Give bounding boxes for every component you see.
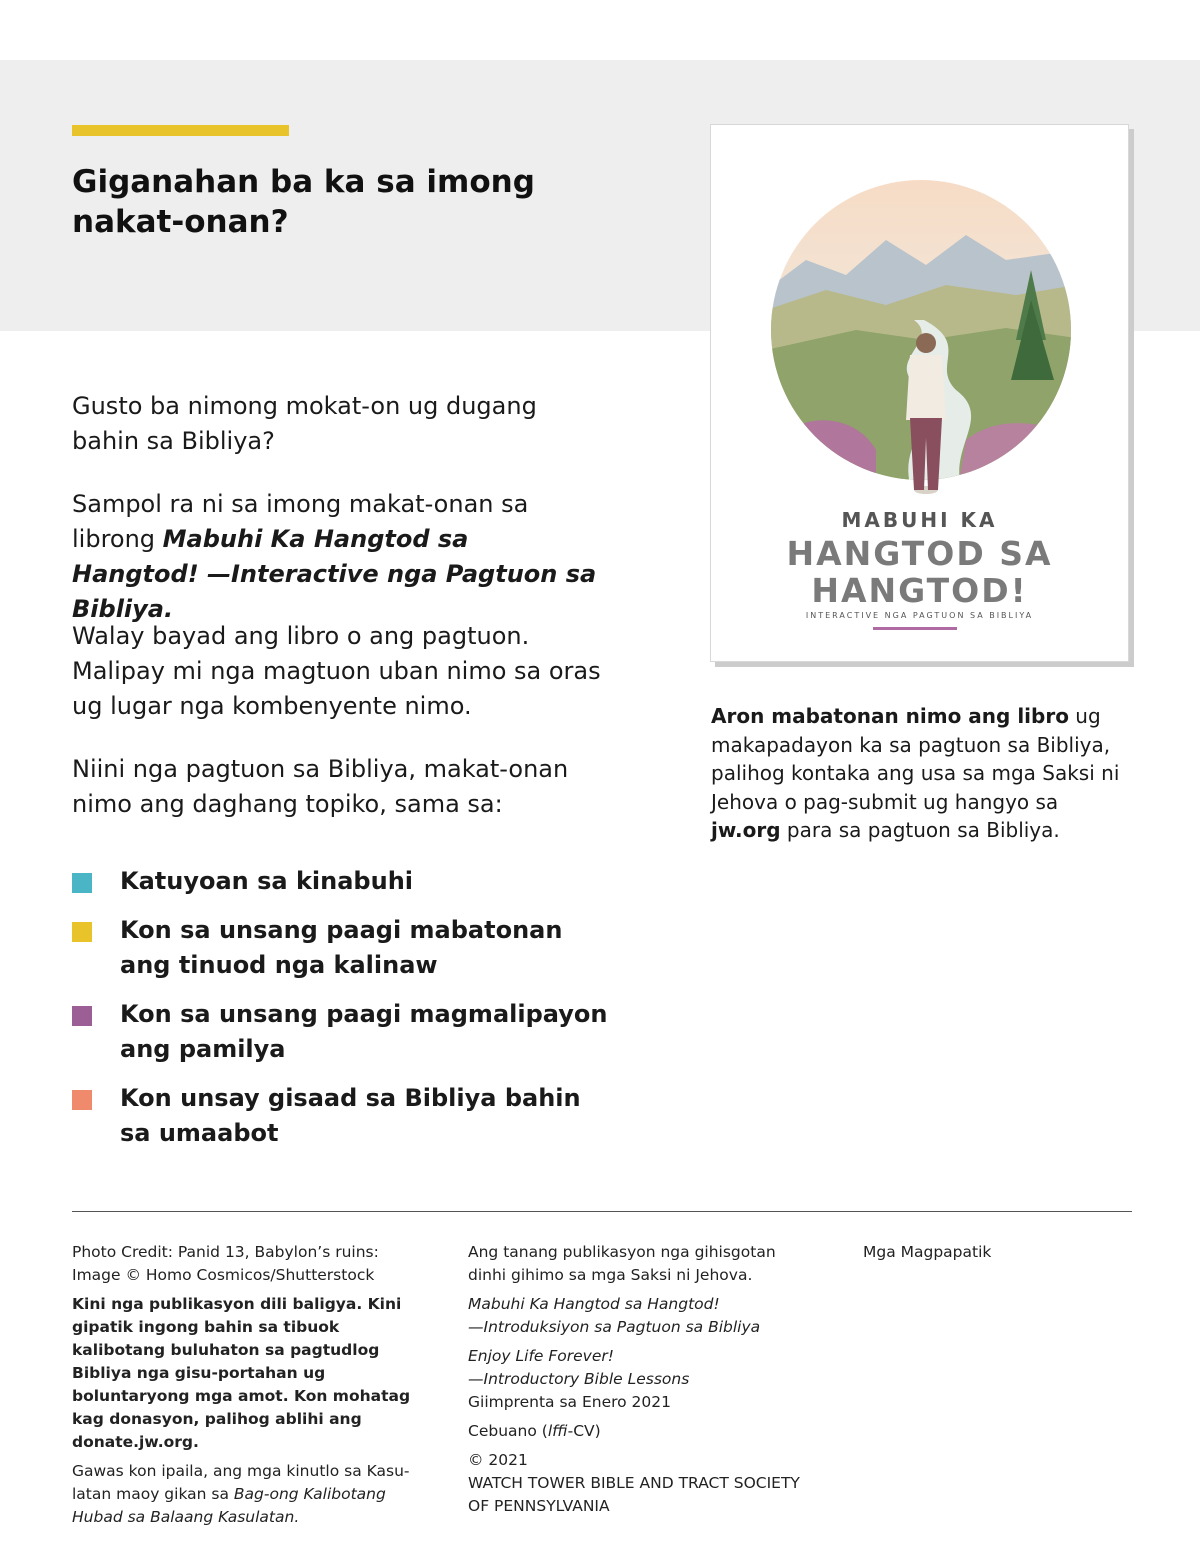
jw-org-link[interactable]: jw.org: [711, 818, 781, 842]
book-cover: [710, 124, 1129, 662]
footer-column-3: [863, 1241, 1123, 1270]
photo-credit: Photo Credit: Panid 13, Babylon’s ruins: Image © Homo Cosmicos/Shutterstock: [72, 1243, 379, 1284]
topic-list: [72, 864, 612, 1165]
society-line-2: OF PENNSYLVANIA: [468, 1497, 610, 1515]
donation-note: Kini nga publikasyon dili baligya. Kini gipatik ingong bahin sa tibuok kalibotang buluhaton sa pagtudlog Bibliya nga gisu-portahan ug boluntaryong mga amot. Kon mohatag kag donasyon, palihog ablihi ang donate.jw.org.: [72, 1295, 411, 1451]
list-item: [72, 997, 612, 1067]
intro-paragraph-1: Gusto ba nimong mokat-on ug dugang bahin sa Bibliya?: [72, 392, 537, 455]
topic-label: Kon unsay gisaad sa Bibliya bahin sa umaabot: [120, 1084, 581, 1147]
topic-label: Katuyoan sa kinabuhi: [120, 867, 414, 895]
footer-column-2: [468, 1241, 818, 1524]
order-bold: Aron mabatonan nimo ang libro: [711, 704, 1069, 728]
page-title: [72, 162, 592, 242]
print-date: Giimprenta sa Enero 2021: [468, 1393, 671, 1411]
page-title-line-2: nakat-onan?: [72, 204, 289, 240]
publishers-label: Mga Magpapatik: [863, 1243, 992, 1261]
intro-p2-text: Sampol ra ni sa imong makat-onan sa librong: [72, 490, 529, 553]
order-text-1: ug makapadayon ka sa pagtuon sa Bibliya, palihog kontaka ang usa sa mga Saksi ni Jehova o pag-submit ug hangyo sa: [711, 704, 1120, 814]
language-label: Cebuano (: [468, 1422, 548, 1440]
cover-illustration: [766, 180, 1076, 500]
english-title-line-1: Enjoy Life Forever!: [468, 1347, 614, 1365]
cover-rule: [873, 627, 957, 630]
intro-paragraph-4: Niini nga pagtuon sa Bibliya, makat-onan nimo ang daghang topiko, sama sa:: [72, 755, 569, 818]
intro-paragraph-3: Walay bayad ang libro o ang pagtuon. Malipay mi nga magtuon uban nimo sa oras ug lugar nga kombenyente nimo.: [72, 622, 601, 720]
local-title-line-2: —Introduksiyon sa Pagtuon sa Bibliya: [468, 1318, 761, 1336]
order-instructions: [711, 702, 1131, 845]
topic-label: Kon sa unsang paagi magmalipayon ang pamilya: [120, 1000, 608, 1063]
publications-note: Ang tanang publikasyon nga gihisgotan dinhi gihimo sa mga Saksi ni Jehova.: [468, 1243, 776, 1284]
cover-title-line-1: HANGTOD SA: [786, 534, 1053, 573]
square-bullet-icon: [72, 1006, 92, 1026]
topic-label: Kon sa unsang paagi mabatonan ang tinuod nga kalinaw: [120, 916, 563, 979]
square-bullet-icon: [72, 1090, 92, 1110]
scripture-note: [72, 1460, 417, 1529]
cover-title: [711, 535, 1128, 609]
language-code: [468, 1420, 818, 1443]
copyright: [468, 1449, 818, 1518]
list-item: [72, 864, 612, 899]
local-title-line-1: Mabuhi Ka Hangtod sa Hangtod!: [468, 1295, 720, 1313]
english-title-block: [468, 1345, 818, 1414]
cover-top-line: MABUHI KA: [841, 508, 998, 532]
page-title-line-1: Giganahan ba ka sa imong: [72, 164, 535, 200]
order-text-2: para sa pagtuon sa Bibliya.: [780, 818, 1060, 842]
intro-paragraph-2: [72, 487, 602, 627]
cover-subtitle: INTERACTIVE NGA PAGTUON SA BIBLIYA: [805, 611, 1034, 620]
footer-column-1: [72, 1241, 417, 1535]
scripture-source: Bag-ong Kalibotang Hubad sa Balaang Kasulatan.: [72, 1485, 386, 1526]
english-title-line-2: —Introductory Bible Lessons: [468, 1370, 690, 1388]
square-bullet-icon: [72, 873, 92, 893]
publication-code: lffi: [547, 1422, 568, 1440]
list-item: [72, 1081, 612, 1151]
accent-bar: [72, 125, 289, 136]
language-suffix: -CV): [567, 1422, 601, 1440]
local-title: [468, 1293, 818, 1339]
cover-title-line-2: HANGTOD!: [811, 571, 1028, 610]
square-bullet-icon: [72, 922, 92, 942]
list-item: [72, 913, 612, 983]
scripture-note-text: Gawas kon ipaila, ang mga kinutlo sa Kasu-latan maoy gikan sa: [72, 1462, 410, 1503]
society-line-1: WATCH TOWER BIBLE AND TRACT SOCIETY: [468, 1474, 800, 1492]
book-title: Mabuhi Ka Hangtod sa Hangtod! —Interactive nga Pagtuon sa Bibliya.: [72, 525, 597, 623]
footer-divider: [72, 1211, 1132, 1212]
copyright-year: © 2021: [468, 1451, 528, 1469]
